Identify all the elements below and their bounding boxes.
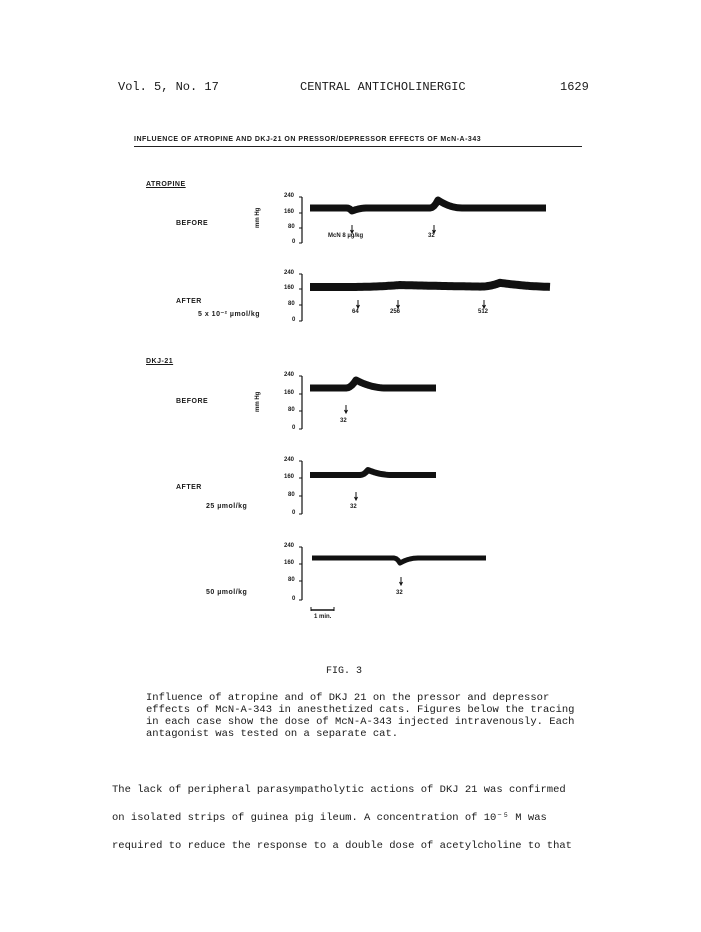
- injection-label: 256: [390, 309, 401, 315]
- tick-label: 80: [288, 224, 295, 230]
- figure-caption: Influence of atropine and of DKJ 21 on the pressor and depressor effects of McN-A-343 in anesthetized cats. Figures below the tracing in each case show the dose of McN-A-343 injected intravenously. Each antagonist was tested on a separate cat.: [146, 692, 575, 740]
- header-page-number: 1629: [560, 80, 589, 94]
- section-dkj21-label: DKJ-21: [146, 358, 174, 365]
- injection-label: 32: [350, 504, 357, 510]
- y-unit-label-atropine: mm Hg: [255, 207, 261, 228]
- tick-label: 240: [284, 543, 295, 549]
- tick-label: 240: [284, 193, 295, 199]
- dkj21-after-dose-25: 25 µmol/kg: [206, 503, 248, 510]
- tick-label: 160: [284, 474, 295, 480]
- tick-label: 0: [292, 596, 296, 602]
- atropine-after-label: AFTER: [176, 298, 202, 305]
- tick-label: 80: [288, 407, 295, 413]
- tick-label: 0: [292, 239, 296, 245]
- bp-tracing: [312, 558, 486, 563]
- header-volume: Vol. 5, No. 17: [118, 80, 219, 94]
- tick-label: 240: [284, 457, 295, 463]
- body-line-1: The lack of peripheral parasympatholytic actions of DKJ 21 was confirmed: [112, 784, 566, 796]
- injection-label: 32: [340, 418, 347, 424]
- tick-label: 160: [284, 285, 295, 291]
- dkj21-after-dose-50: 50 µmol/kg: [206, 589, 248, 596]
- injection-label: McN 8 µg/kg: [328, 233, 364, 239]
- tick-label: 80: [288, 301, 295, 307]
- dkj21-before-label: BEFORE: [176, 398, 209, 405]
- time-scale-label: 1 min.: [314, 614, 332, 620]
- bp-tracing: [310, 200, 546, 211]
- tick-label: 240: [284, 372, 295, 378]
- tick-label: 80: [288, 492, 295, 498]
- injection-label: 512: [478, 309, 489, 315]
- tick-label: 0: [292, 425, 296, 431]
- figure-number: FIG. 3: [326, 666, 363, 677]
- figure-title: INFLUENCE OF ATROPINE AND DKJ-21 ON PRESSOR/DEPRESSOR EFFECTS OF McN-A-343: [134, 136, 482, 143]
- atropine-after-dose: 5 x 10⁻² µmol/kg: [198, 311, 261, 318]
- dkj21-after-label: AFTER: [176, 484, 202, 491]
- bp-tracing: [310, 470, 436, 475]
- body-line-2: on isolated strips of guinea pig ileum. A concentration of 10⁻⁵ M was: [112, 812, 547, 824]
- tick-label: 160: [284, 560, 295, 566]
- injection-label: 32: [428, 233, 435, 239]
- tick-label: 240: [284, 270, 295, 276]
- body-line-3: required to reduce the response to a double dose of acetylcholine to that: [112, 840, 572, 852]
- tick-label: 0: [292, 317, 296, 323]
- tick-label: 160: [284, 390, 295, 396]
- atropine-before-label: BEFORE: [176, 220, 209, 227]
- injection-label: 32: [396, 590, 403, 596]
- bp-tracing: [310, 283, 550, 287]
- tick-label: 160: [284, 209, 295, 215]
- y-unit-label-dkj21: mm Hg: [255, 391, 261, 412]
- bp-tracing: [310, 380, 436, 388]
- section-atropine-label: ATROPINE: [146, 181, 186, 188]
- injection-label: 64: [352, 309, 359, 315]
- tick-label: 80: [288, 577, 295, 583]
- tick-label: 0: [292, 510, 296, 516]
- header-running-title: CENTRAL ANTICHOLINERGIC: [300, 80, 466, 94]
